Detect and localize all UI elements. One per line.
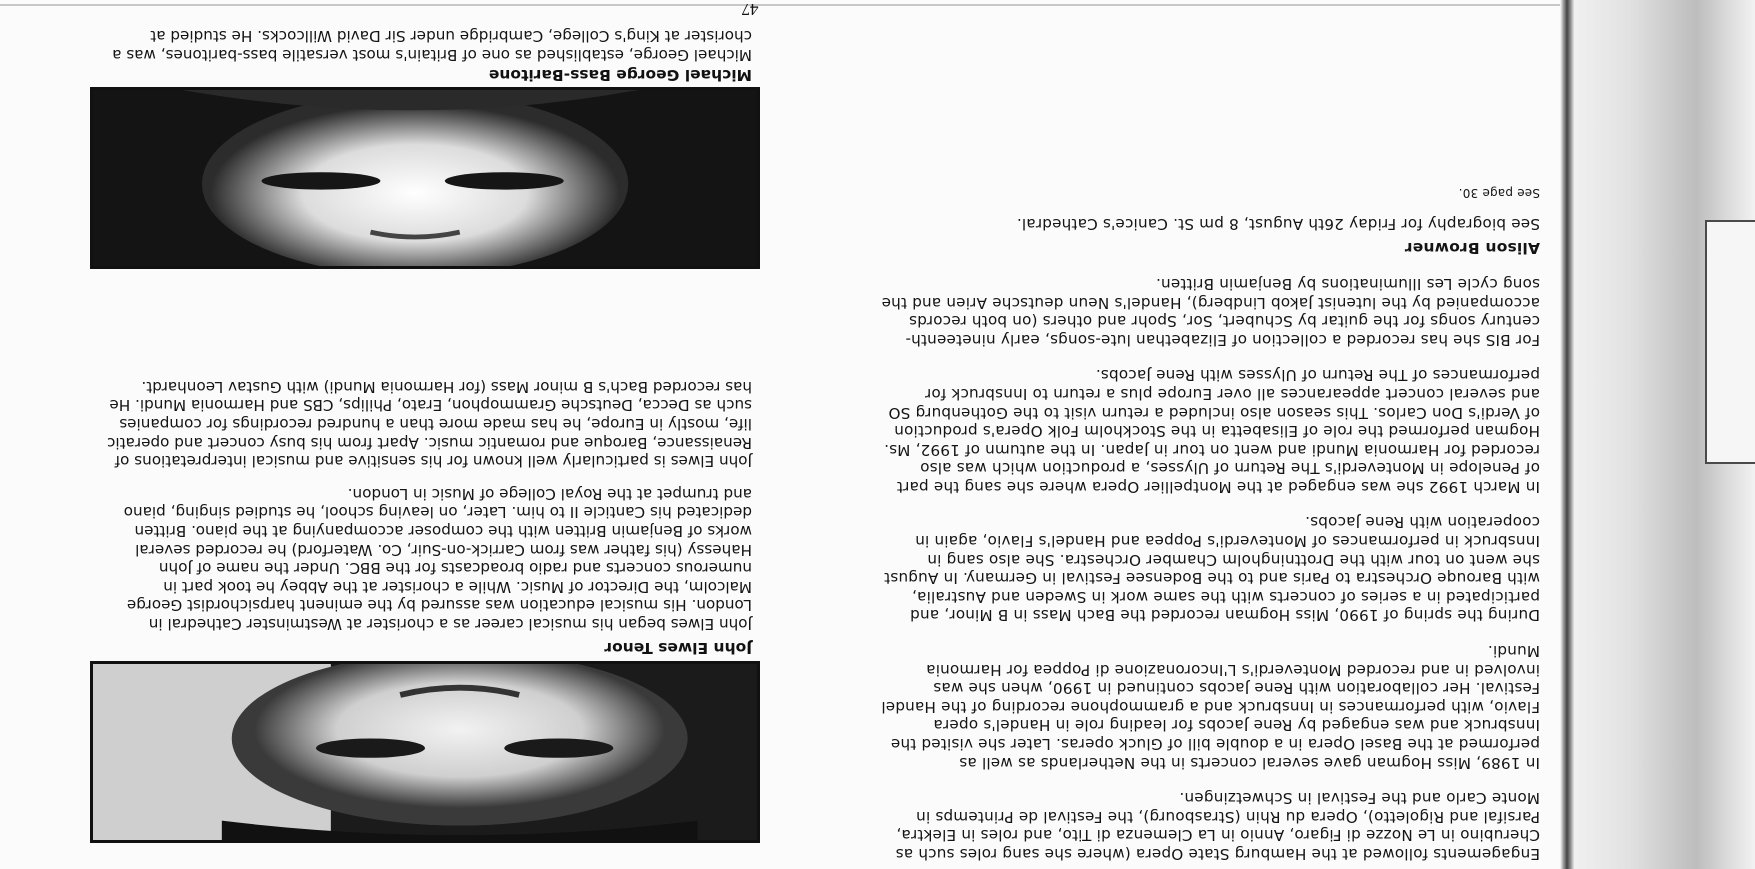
paragraph: John Elwes began his musical career as a chorister at Westminster Cathedral in London. His musical education was assured by the eminent harpsichordist George Malcolm, the Director of Music. While a chorister at the Abbey he took part in numerous concerts and radio broadcasts for the BBC. Under the name of John Hahessy (his father was from Carrick-on-Suir, Co. Waterford) he recorded several works of Benjamin Britten with the composer accompanying at the piano. Britten dedicated his Canticle II to him. Later, on leaving school, he studied singing, piano and trumpet at the Royal College of Music in London.	[123, 484, 752, 633]
portrait-photo-icon	[93, 664, 757, 840]
paragraph: John Elwes is particularly well known for his sensitive and musical interpretations of Renaissance, Baroque and romantic music. Apart from his busy concert and operatic life, mostly in Europe, he has made more than a hundred recordings for companies such as Decca, Deutsche Grammophon, Erato, Philips, CBS and Harmonia Mundi. He has recorded Bach's B minor Mass (for Harmonia Mundi) with Gustav Leonhardt.	[107, 377, 752, 471]
portrait-photo-icon	[93, 90, 757, 266]
biography-text	[92, 363, 752, 633]
photo-caption: Michael George Bass-Baritone	[488, 66, 752, 84]
left-text-column	[880, 167, 1540, 863]
paragraph: Engagements followed at the Hamburg State Opera (where she sang roles such as Cherubino in Le Nozze di Figaro, Annio in La Clemenza di Tito, and roles in Elektra, Parsifal and Rigoletto), Opera du Rhin (Strasbourg), the Festival de Printemps in Monte Carlo and the Festival in Schwetzingen.	[895, 789, 1540, 863]
photo-caption: John Elwes Tenor	[604, 639, 752, 657]
paragraph: For BIS she has recorded a collection of Elizabethan lute-songs, early nineteenth-century songs for the guitar by Schubert, Sor, Spohr and others (on both records accompanied by the lutenist Jakob Lindberg), Handel's Neun deutsche Arien and the song cycle Les Illuminations by Benjamin Britten.	[881, 274, 1540, 349]
adjacent-page-frame	[1705, 220, 1755, 464]
section-heading	[880, 239, 1540, 258]
paragraph: During the spring of 1990, Miss Hogman recorded the Bach Mass in B Minor, and participated in a series of concerts with the same work in Sweden and Australia, with Barouqe Orchestra to Paris and to the Bodensee Festival in Germany. In August she went on tour with the Drottningholm Chamber Orchestra. She also sang in Innsbruck in performances of Monteverdi's Poppea and Handel's Flavio, again in cooperation with Rene Jacobs.	[883, 513, 1540, 625]
paragraph: See page 30.	[1458, 186, 1540, 201]
paragraph: See biography for Friday 26th August, 8 pm St. Canice's Cathedral.	[1016, 214, 1540, 233]
paragraph: In 1989, Miss Hogman gave several concerts in the Netherlands as well as performed at the Basel Opera in a double bill of Gluck operas. Later she visited the Innsbruck and was engaged by Rene Jacobs for leading role in Handel's opera Flavio, with performances in Innsbruck and a grammophone recording of the Handel Festival. Her collaboration with Rene Jacobs continued in 1990, when she was involved in and recorded Monteverdi's L'Incoronazione di Poppea for Harmonia Mundi.	[881, 642, 1540, 772]
biography-text	[92, 13, 752, 64]
heading-text: Alison Browner	[1404, 239, 1540, 258]
book-gutter	[1560, 0, 1574, 869]
paragraph: In March 1992 she was engaged at the Montpellier Opera where she sang the part of Penelope in Monteverdi's The Return of Ulysses, a production which was also recorded for Harmonia Mundi and went on tour in Japan. In the autumn of 1992, Ms. Hogman performed the role of Elisabetta in the Stockholm Folk Opera's production of Verdi's Don Carlos. This season also included a return visit to the Gothenburg SO and several concert appearances all over Europe plus a return to Innsbruck for performances of The Return of Ulysses with Rene Jacobs.	[883, 366, 1540, 496]
paragraph: Michael George, established as one of Britain's most versatile bass-baritones, was a chorister at King's College, Cambridge under Sir David Willcocks. He studied at	[112, 27, 752, 64]
portrait-photo-john-elwes	[90, 661, 760, 843]
portrait-photo-michael-george	[90, 87, 760, 269]
page-number: 47	[741, 0, 759, 19]
